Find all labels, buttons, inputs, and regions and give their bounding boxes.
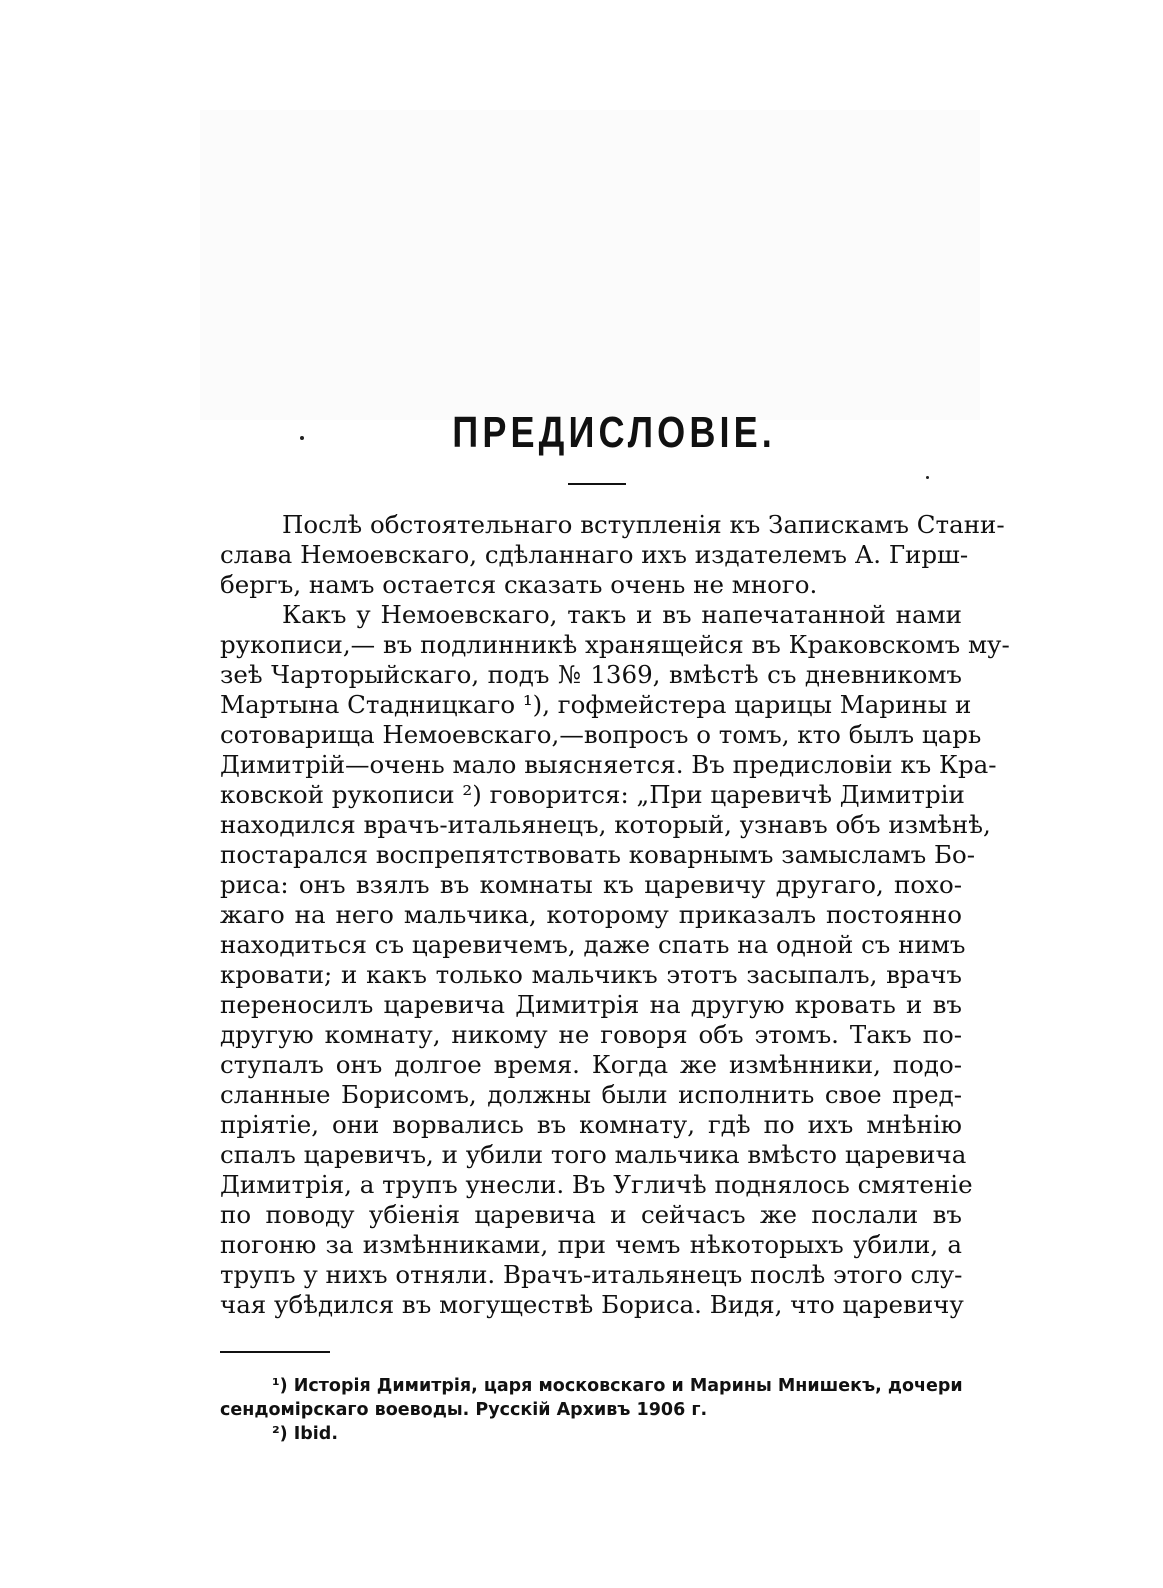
text-line: бергъ, намъ остается сказать очень не много. — [220, 570, 818, 599]
text-line: переносилъ царевича Димитрія на другую кровать и въ — [220, 990, 962, 1019]
text-line: рукописи,— въ подлинникѣ хранящейся въ Краковскомъ му- — [220, 630, 1010, 659]
text-line: ковской рукописи ²) говорится: „При царевичѣ Димитріи — [220, 780, 965, 809]
text-line: слава Немоевскаго, сдѣланнаго ихъ издателемъ А. Гирш- — [220, 540, 969, 569]
text-line: Димитрій—очень мало выясняется. Въ предисловіи къ Кра- — [220, 750, 997, 779]
footnote-1-continued: сендомірскаго воеводы. Русскій Архивъ 1906 г. — [220, 1400, 708, 1420]
text-line: зеѣ Чарторыйскаго, подъ № 1369, вмѣстѣ съ дневникомъ — [220, 660, 962, 689]
title-divider — [568, 483, 626, 485]
footnote-2: ²) Ibid. — [272, 1424, 338, 1444]
body-text — [220, 510, 1010, 1320]
text-line: чая убѣдился въ могуществѣ Бориса. Видя, что царевичу — [220, 1290, 964, 1319]
text-line: трупъ у нихъ отняли. Врачъ-итальянецъ послѣ этого слу- — [220, 1260, 963, 1289]
text-line: Послѣ обстоятельнаго вступленія къ Запискамъ Стани- — [282, 510, 1005, 539]
text-line: Мартына Стадницкаго ¹), гофмейстера царицы Марины и — [220, 690, 972, 719]
footnote-1: ¹) Исторія Димитрія, царя московскаго и Марины Мнишекъ, дочери — [272, 1376, 963, 1396]
page-title: ПРЕДИСЛОВІЕ. — [452, 408, 776, 457]
footnotes — [220, 1374, 962, 1446]
text-line: спалъ царевичъ, и убили того мальчика вмѣсто царевича — [220, 1140, 967, 1169]
text-line: сотоварища Немоевскаго,—вопросъ о томъ, кто былъ царь — [220, 720, 982, 749]
text-line: Димитрія, а трупъ унесли. Въ Угличѣ поднялось смятеніе — [220, 1170, 973, 1199]
print-speck — [926, 476, 929, 479]
text-line: жаго на него мальчика, которому приказалъ постоянно — [220, 900, 962, 929]
text-line: находиться съ царевичемъ, даже спать на одной съ нимъ — [220, 930, 966, 959]
text-line: постарался воспрепятствовать коварнымъ замысламъ Бо- — [220, 840, 976, 869]
text-line: риса: онъ взялъ въ комнаты къ царевичу другаго, похо- — [220, 870, 962, 899]
text-line: Какъ у Немоевскаго, такъ и въ напечатанной нами — [282, 600, 962, 629]
text-line: ступалъ онъ долгое время. Когда же измѣнники, подо- — [220, 1050, 962, 1079]
scan-shade — [200, 110, 980, 420]
footnote-divider — [220, 1351, 330, 1353]
text-line: кровати; и какъ только мальчикъ этотъ засыпалъ, врачъ — [220, 960, 962, 989]
text-line: по поводу убіенія царевича и сейчасъ же послали въ — [220, 1200, 962, 1229]
text-line: находился врачъ-итальянецъ, который, узнавъ объ измѣнѣ, — [220, 810, 991, 839]
text-line: пріятіе, они ворвались въ комнату, гдѣ по ихъ мнѣнію — [220, 1110, 962, 1139]
text-line: сланные Борисомъ, должны были исполнить свое пред- — [220, 1080, 962, 1109]
text-line: другую комнату, никому не говоря объ этомъ. Такъ по- — [220, 1020, 962, 1049]
text-line: погоню за измѣнниками, при чемъ нѣкоторыхъ убили, а — [220, 1230, 962, 1259]
